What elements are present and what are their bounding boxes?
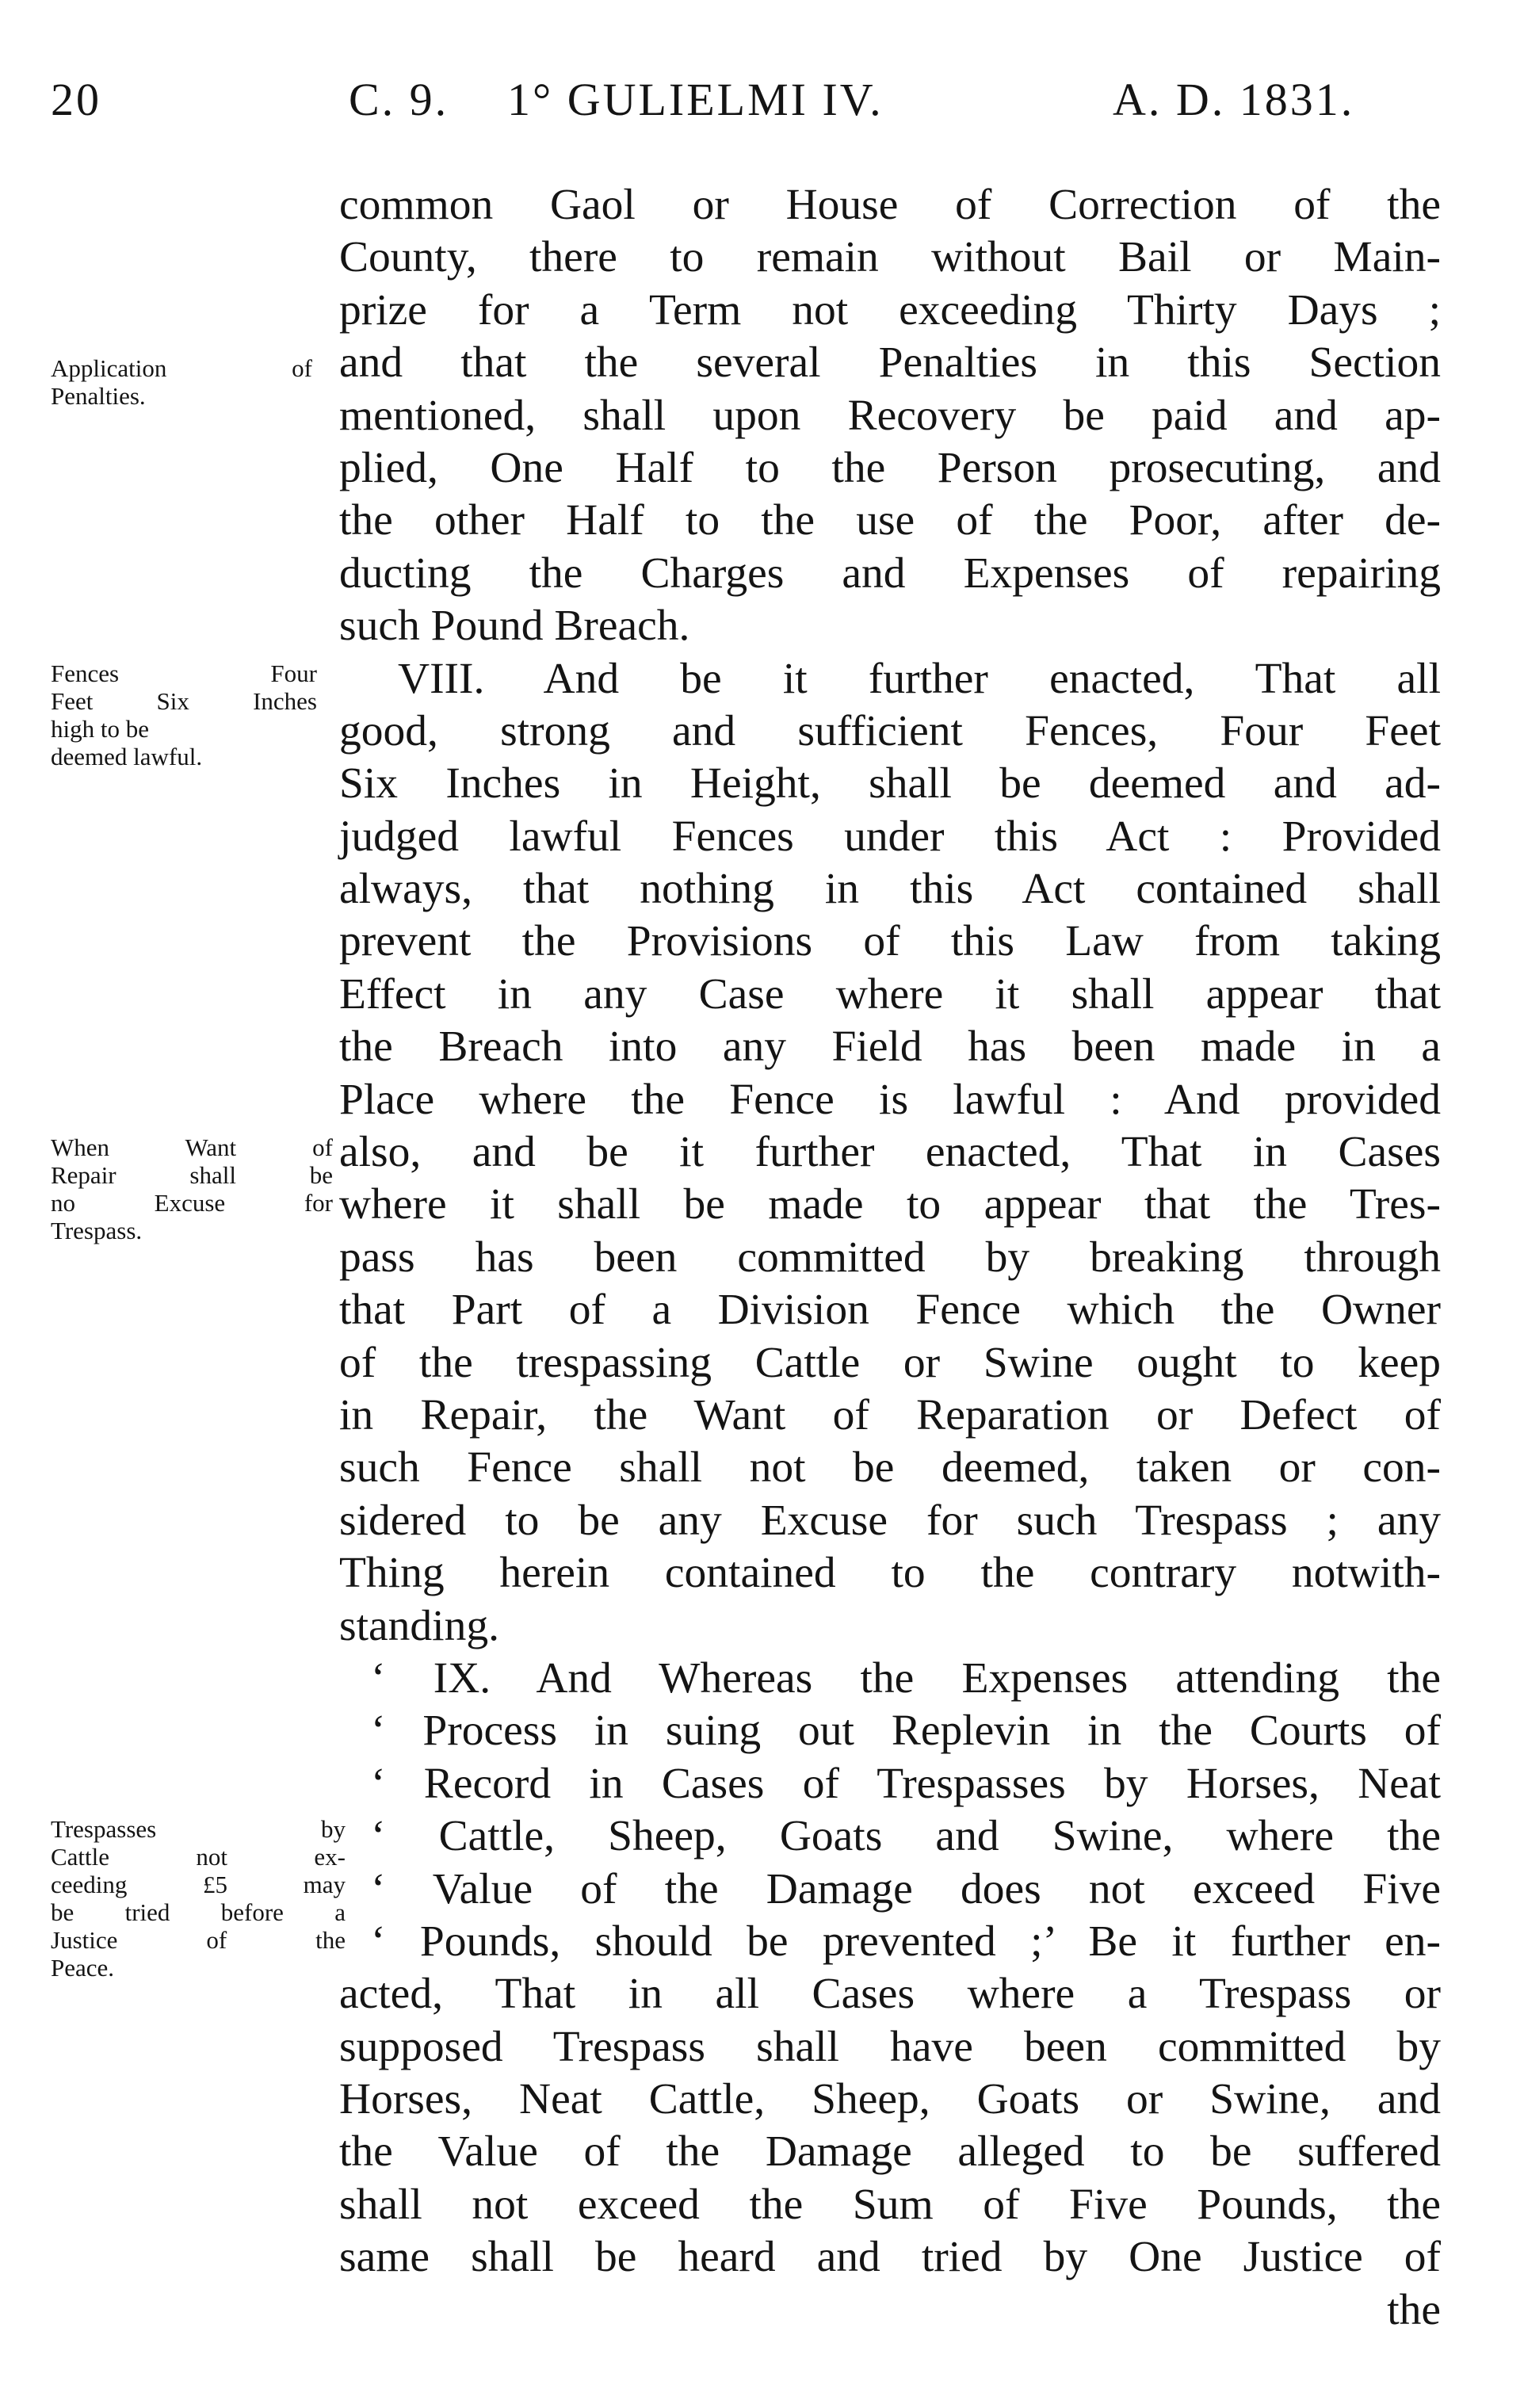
margin-note-lawful-fences — [51, 659, 317, 770]
margin-note-application-of-penalties — [51, 354, 312, 410]
text-line: prize for a Term not exceeding Thirty Days ; — [339, 285, 1441, 334]
text-line: same shall be heard and tried by One Justice of — [339, 2233, 1441, 2282]
text-line: shall not exceed the Sum of Five Pounds, the — [339, 2180, 1441, 2229]
text-line: Horses, Neat Cattle, Sheep, Goats or Swine, and — [339, 2075, 1441, 2124]
catchword: the — [1387, 2285, 1441, 2334]
text-line: in Repair, the Want of Reparation or Defect of — [339, 1390, 1441, 1439]
margin-note-line: deemed lawful. — [51, 743, 203, 770]
text-line: ducting the Charges and Expenses of repairing — [339, 548, 1441, 598]
text-line: also, and be it further enacted, That in Cases — [339, 1128, 1441, 1177]
text-line: prevent the Provisions of this Law from taking — [339, 917, 1441, 966]
text-line: acted, That in all Cases where a Trespass or — [339, 1970, 1441, 2019]
regnal-year: 1° GULIELMI IV. — [507, 74, 884, 125]
margin-note-line: Trespass. — [51, 1217, 143, 1244]
margin-note-line: high to be — [51, 715, 149, 743]
text-line: Place where the Fence is lawful : And provided — [339, 1075, 1441, 1124]
margin-note-line: no Excuse for — [51, 1189, 333, 1217]
text-line: and that the several Penalties in this Section — [339, 338, 1441, 388]
text-line: where it shall be made to appear that the Tres- — [339, 1180, 1441, 1229]
margin-note-line: Trespasses by — [51, 1815, 346, 1843]
page-number: 20 — [51, 74, 101, 125]
text-line: such Pound Breach. — [339, 602, 690, 651]
margin-note-line: Penalties. — [51, 382, 146, 410]
statute-body-text — [339, 179, 1441, 2337]
text-line: plied, One Half to the Person prosecuting, and — [339, 443, 1441, 492]
text-line: that Part of a Division Fence which the Owner — [339, 1286, 1441, 1335]
running-head — [51, 73, 1446, 136]
text-line: common Gaol or House of Correction of the — [339, 181, 1441, 229]
margin-note-line: Fences Four — [51, 659, 317, 687]
text-line: the Breach into any Field has been made in a — [339, 1022, 1441, 1072]
margin-note-line: Feet Six Inches — [51, 687, 317, 715]
margin-note-line: Repair shall be — [51, 1161, 333, 1189]
section-viii-heading-line: VIII. And be it further enacted, That all — [398, 654, 1441, 703]
margin-note-line: Cattle not ex- — [51, 1843, 346, 1871]
text-line: ‘ Record in Cases of Trespasses by Horses, Neat — [371, 1759, 1441, 1808]
anno-domini-year: A. D. 1831. — [1113, 74, 1355, 125]
text-line: of the trespassing Cattle or Swine ought to keep — [339, 1338, 1441, 1387]
text-line: the other Half to the use of the Poor, after de- — [339, 496, 1441, 545]
text-line: ‘ Value of the Damage does not exceed Five — [371, 1864, 1441, 1913]
text-line: judged lawful Fences under this Act : Provided — [339, 812, 1441, 861]
margin-note-line: be tried before a — [51, 1898, 346, 1926]
text-line: County, there to remain without Bail or Main- — [339, 233, 1441, 282]
margin-note-line: ceeding £5 may — [51, 1871, 346, 1898]
text-line: Six Inches in Height, shall be deemed and ad- — [339, 759, 1441, 808]
section-ix-heading-line: ‘ IX. And Whereas the Expenses attending the — [371, 1653, 1441, 1703]
text-line: mentioned, shall upon Recovery be paid and ap- — [339, 391, 1441, 440]
text-line: ‘ Process in suing out Replevin in the Courts of — [371, 1707, 1441, 1756]
text-line: standing. — [339, 1601, 499, 1650]
text-line: supposed Trespass shall have been committed by — [339, 2022, 1441, 2071]
margin-note-line: Justice of the — [51, 1926, 346, 1954]
margin-note-line: Application of — [51, 354, 312, 382]
text-line: ‘ Cattle, Sheep, Goats and Swine, where the — [371, 1812, 1441, 1861]
text-line: the Value of the Damage alleged to be suffered — [339, 2127, 1441, 2177]
text-line: Thing herein contained to the contrary notwith- — [339, 1549, 1441, 1598]
chapter-reference: C. 9. — [349, 74, 449, 125]
text-line: Effect in any Case where it shall appear that — [339, 969, 1441, 1019]
text-line: always, that nothing in this Act contained shall — [339, 865, 1441, 914]
margin-note-want-of-repair — [51, 1133, 333, 1244]
text-line: pass has been committed by breaking through — [339, 1233, 1441, 1282]
text-line: good, strong and sufficient Fences, Four Feet — [339, 706, 1441, 755]
text-line: sidered to be any Excuse for such Trespass ; any — [339, 1496, 1441, 1545]
text-line: ‘ Pounds, should be prevented ;’ Be it further en- — [371, 1917, 1441, 1966]
margin-note-line: When Want of — [51, 1133, 333, 1161]
text-line: such Fence shall not be deemed, taken or con- — [339, 1443, 1441, 1493]
margin-note-line: Peace. — [51, 1954, 115, 1982]
margin-note-trespasses-by-cattle — [51, 1815, 346, 1982]
